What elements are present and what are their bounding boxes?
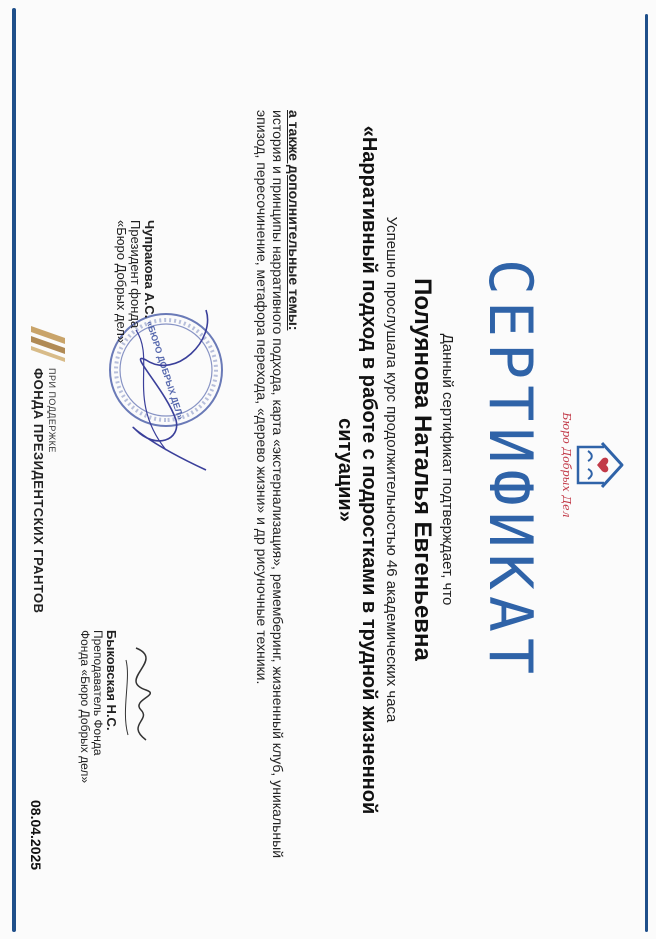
grant-small-text: ПРИ ПОДДЕРЖКЕ	[47, 368, 57, 453]
presidential-grants-logo	[11, 320, 71, 740]
grant-big-text: ФОНДА ПРЕЗИДЕНТСКИХ ГРАНТОВ	[31, 368, 46, 614]
signatory-right	[78, 630, 118, 880]
extra-topics-label: а также дополнительные темы:	[286, 110, 302, 331]
signatory-right-position: Преподаватель Фонда	[91, 630, 105, 756]
stamp-center-text: «БЮРО ДОБРЫХ ДЕЛ»	[144, 319, 186, 421]
course-title: «Нарративный подход в работе с подростками в трудной жизненной ситуации»	[334, 125, 380, 815]
confirm-text: Данный сертификат подтверждает, что	[439, 333, 456, 606]
signatory-left-org: «Бюро Добрых дел»	[114, 220, 129, 344]
certificate-title: СЕРТИФИКАТ	[475, 258, 545, 681]
extra-topics-text: история и принципы нарративного подхода, карта «экстернализация», ремемберинг, жизненный клуб, уникальный эпизод, пересочинение, метафора перехода, «дерево жизни» и др рисуночные техники.	[254, 110, 286, 859]
signatory-left-position: Президент фонда	[128, 220, 143, 329]
grant-fund-icon	[27, 320, 71, 364]
signatory-left-name: Чупракова А.С.	[142, 220, 157, 319]
recipient-name: Полуянова Наталья Евгеньевна	[409, 278, 436, 661]
signatory-right-org: Фонда «Бюро Добрых дел»	[78, 630, 92, 784]
logo-caption: Бюро Добрых Дел	[560, 412, 573, 518]
signatory-left	[114, 220, 156, 520]
completed-text: Успешно прослушала курс продолжительностью 46 академических часа	[383, 216, 400, 723]
foundation-logo	[538, 405, 628, 525]
house-with-heart-hands-icon	[574, 437, 628, 493]
issue-date: 08.04.2025	[28, 800, 44, 871]
extra-topics	[254, 110, 302, 860]
signatory-right-name: Быковская Н.С.	[104, 630, 119, 731]
